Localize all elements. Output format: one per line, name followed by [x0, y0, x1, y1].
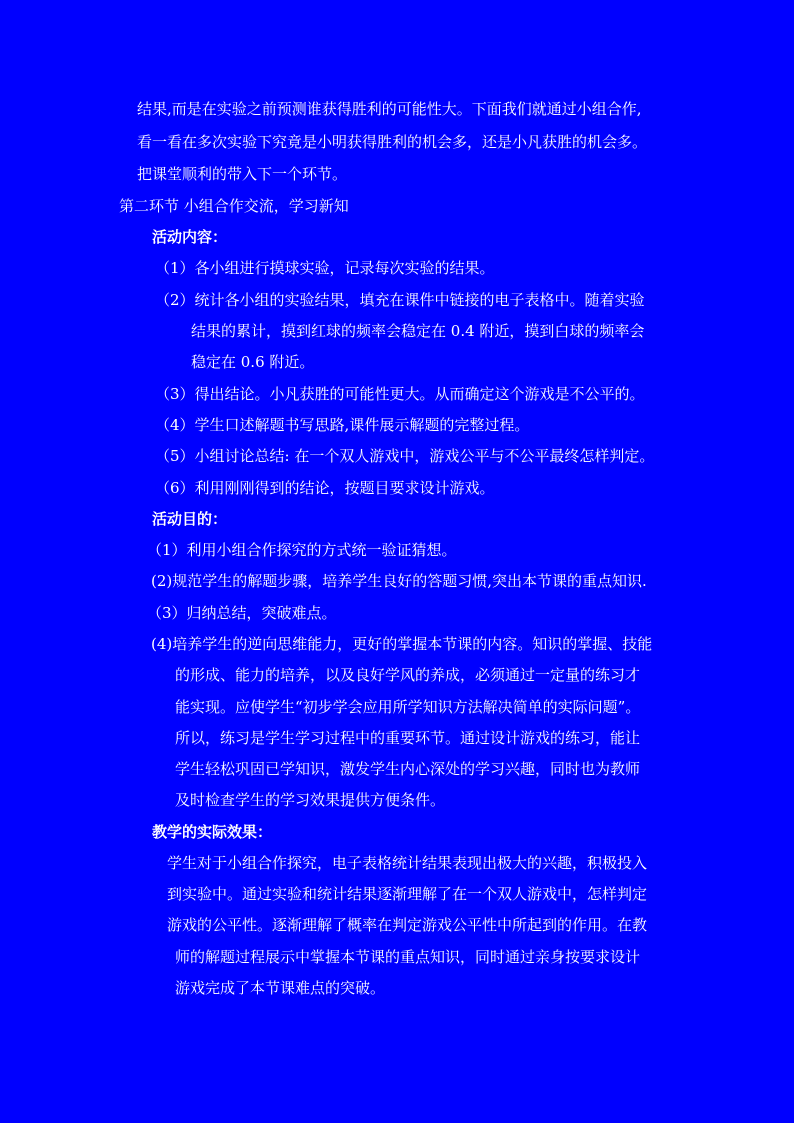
activity-purpose-item-4-cont-2: 能实现。应使学生“初步学会应用所学知识方法解决简单的实际问题”。: [175, 698, 641, 716]
activity-purpose-item-4-cont-4: 学生轻松巩固已学知识，激发学生内心深处的学习兴趣，同时也为教师: [175, 760, 641, 778]
section-heading: 第二环节 小组合作交流，学习新知: [119, 197, 349, 215]
activity-purpose-item-4-cont-3: 所以，练习是学生学习过程中的重要环节。通过设计游戏的练习，能让: [175, 729, 641, 747]
teaching-effect-line-3: 游戏的公平性。逐渐理解了概率在判定游戏公平性中所起到的作用。在教: [167, 916, 648, 934]
activity-content-item-2-cont-2: 稳定在 0.6 附近。: [191, 353, 315, 371]
activity-content-item-5: （5）小组讨论总结: 在一个双人游戏中，游戏公平与不公平最终怎样判定。: [155, 447, 655, 465]
activity-purpose-item-3: （3）归纳总结，突破难点。: [147, 604, 337, 622]
activity-content-heading: 活动内容：: [152, 228, 228, 246]
activity-content-item-2-cont-1: 结果的累计，摸到红球的频率会稳定在 0.4 附近，摸到白球的频率会: [191, 322, 645, 340]
activity-content-item-1: （1）各小组进行摸球实验，记录每次实验的结果。: [155, 259, 495, 277]
teaching-effect-line-2: 到实验中。通过实验和统计结果逐渐理解了在一个双人游戏中，怎样判定: [167, 885, 648, 903]
activity-purpose-item-4: (4)培养学生的逆向思维能力，更好的掌握本节课的内容。知识的掌握、技能: [151, 635, 653, 653]
teaching-effect-line-1: 学生对于小组合作探究，电子表格统计结果表现出极大的兴趣，积极投入: [167, 854, 648, 872]
teaching-effect-line-4: 师的解题过程展示中掌握本节课的重点知识，同时通过亲身按要求设计: [175, 948, 641, 966]
intro-line-3: 把课堂顺利的带入下一个环节。: [137, 165, 348, 183]
activity-purpose-item-2: (2)规范学生的解题步骤，培养学生良好的答题习惯,突出本节课的重点知识.: [151, 572, 647, 590]
activity-content-item-3: （3）得出结论。小凡获胜的可能性更大。从而确定这个游戏是不公平的。: [155, 385, 645, 403]
teaching-effect-heading: 教学的实际效果：: [152, 823, 273, 841]
activity-content-item-4: （4）学生口述解题书写思路,课件展示解题的完整过程。: [155, 416, 530, 434]
activity-purpose-item-4-cont-5: 及时检查学生的学习效果提供方便条件。: [175, 791, 446, 809]
teaching-effect-line-5: 游戏完成了本节课难点的突破。: [175, 979, 386, 997]
activity-content-item-2: （2）统计各小组的实验结果，填充在课件中链接的电子表格中。随着实验: [155, 291, 645, 309]
activity-purpose-item-1: （1）利用小组合作探究的方式统一验证猜想。: [147, 541, 457, 559]
activity-purpose-heading: 活动目的：: [152, 510, 228, 528]
activity-purpose-item-4-cont-1: 的形成、能力的培养，以及良好学风的养成，必须通过一定量的练习才: [175, 666, 641, 684]
intro-line-1: 结果,而是在实验之前预测谁获得胜利的可能性大。下面我们就通过小组合作,: [137, 100, 642, 118]
intro-line-2: 看一看在多次实验下究竟是小明获得胜利的机会多，还是小凡获胜的机会多。: [137, 133, 648, 151]
activity-content-item-6: （6）利用刚刚得到的结论，按题目要求设计游戏。: [155, 479, 495, 497]
